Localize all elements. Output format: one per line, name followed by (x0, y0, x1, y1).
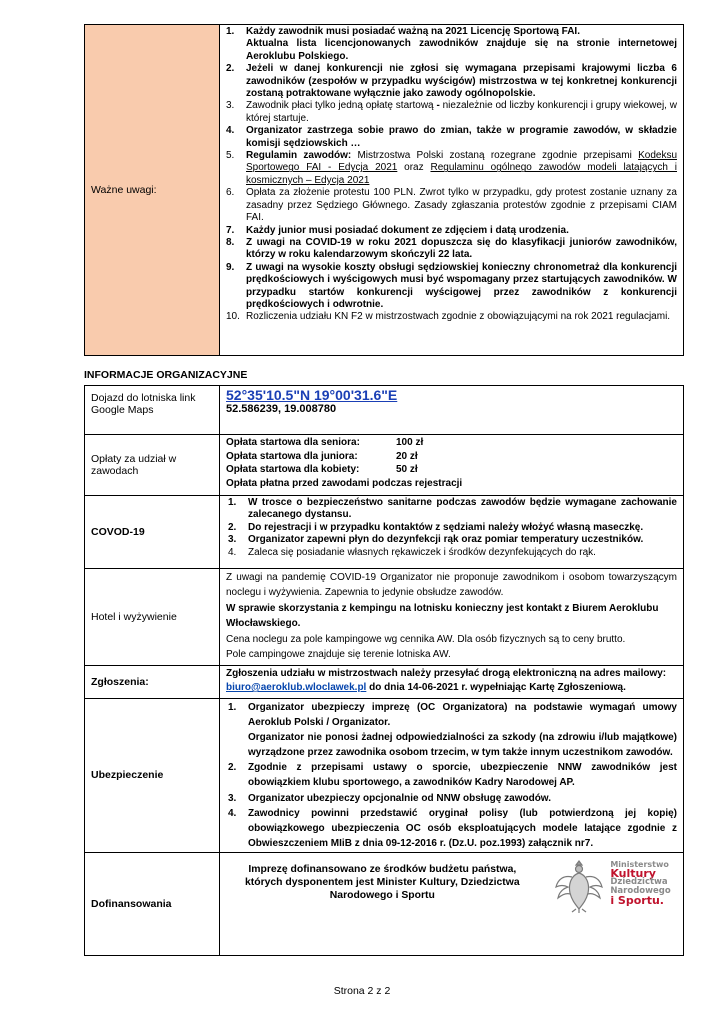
list-item-note (226, 237, 677, 262)
list-item-insurance (228, 700, 677, 730)
registration-deadline: do dnia 14-06-2021 r. wypełniając Kartę Zgłoszeniową. (366, 682, 626, 693)
note-text-segment: Opłata za złożenie protestu 100 PLN. Zwrot tylko w przypadku, gdy protest zostanie uznany za zasadny przez Sędziego Głównego. Zasady zgłaszania protestów zgodnie z przepisami CIAM FAI. (246, 187, 677, 224)
list-item-note (226, 125, 677, 150)
google-maps-link[interactable]: 52°35'10.5"N 19°00'31.6"E (226, 387, 398, 403)
registration-label-text: Zgłoszenia: (91, 676, 149, 688)
note-text-segment: Organizator zastrzega sobie prawo do zmian, także w programie zawodów, w składzie komisji sędziowskich … (246, 125, 677, 149)
note-text-segment: Z uwagi na COVID-19 w roku 2021 dopuszcza się do klasyfikacji juniorów zawodników, którzy w roku kalendarzowym skończyli 22 lata. (246, 236, 677, 261)
list-item-text: Zgodnie z przepisami ustawy o sporcie, ubezpieczenie NNW zawodników jest obowiązkiem klubu sportowego, a zawodników Kadry Narodowej AP. (248, 762, 677, 789)
list-item-text (246, 150, 677, 187)
list-item-text (246, 311, 677, 323)
list-item-number: 2. (226, 63, 235, 75)
fee-line (226, 436, 677, 450)
logo-line-5: i Sportu. (610, 894, 664, 908)
list-item-text: Organizator zapewni płyn do dezynfekcji rąk oraz pomiar temperatury uczestników. (248, 534, 644, 546)
list-item-number: 3. (226, 100, 235, 112)
list-item-text (246, 225, 677, 237)
list-item-number: 4. (228, 807, 237, 819)
organizational-info-table (84, 385, 684, 956)
row-funding (85, 852, 684, 955)
note-text-segment: Mistrzostwa Polski zostaną rozegrane zgodnie przepisami (351, 150, 639, 162)
email-link[interactable]: biuro@aeroklub.wloclawek.pl (226, 682, 367, 693)
funding-label (85, 852, 220, 955)
list-item-insurance (228, 791, 677, 806)
fee-value: 100 zł (396, 437, 424, 448)
list-item-text: Zaleca się posiadanie własnych rękawiczek i środków dezynfekujących do rąk. (248, 546, 596, 558)
list-item-text (246, 26, 677, 63)
eagle-emblem-icon (554, 853, 604, 913)
note-text-segment: Aktualna lista licencjonowanych zawodników znajduje się na stronie internetowej Aeroklubu Polskiego. (246, 38, 677, 62)
page-footer: Strona 2 z 2 (333, 985, 391, 997)
insurance-content (220, 699, 684, 853)
hotel-label-text: Hotel i wyżywienie (91, 611, 177, 623)
hotel-paragraph-2: W sprawie skorzystania z kempingu na lotnisku konieczny jest kontakt z Biurem Aeroklubu Włocławskiego. (226, 602, 659, 630)
registration-line-1: Zgłoszenia udziału w mistrzostwach należy przesyłać drogą elektroniczną na adres mailowy: (226, 668, 667, 679)
registration-line-2 (226, 681, 677, 695)
row-covid (85, 496, 684, 569)
section-heading: INFORMACJE ORGANIZACYJNE (84, 369, 248, 381)
funding-content (220, 852, 684, 955)
list-item-text (246, 63, 677, 100)
insurance-label-text: Ubezpieczenie (91, 769, 164, 782)
row-hotel (85, 569, 684, 666)
list-item-number: 5. (226, 150, 235, 162)
row-fees (85, 435, 684, 496)
list-item-number: 4. (226, 125, 235, 137)
list-item-number: 3. (228, 792, 237, 804)
list-item-insurance (228, 730, 677, 760)
important-notes-table (84, 24, 684, 356)
list-item-number: 6. (226, 187, 235, 199)
list-item-covid (228, 534, 677, 546)
list-item-text (246, 262, 677, 312)
list-item-number: 2. (228, 762, 237, 774)
list-item-covid (228, 547, 677, 559)
logo-line-1: Ministerstwo (610, 860, 669, 870)
hotel-label (85, 569, 220, 666)
list-item-note (226, 150, 677, 187)
ministry-logo-text (610, 860, 671, 908)
fee-name: Opłata startowa dla kobiety: (226, 464, 360, 475)
note-text-segment: - (436, 100, 440, 112)
list-item-note (226, 311, 677, 323)
list-item-text (246, 187, 677, 224)
list-item-number: 9. (226, 261, 235, 273)
list-item-text: Organizator ubezpieczy opcjonalnie od NNW obsługę zawodów. (248, 792, 551, 804)
hotel-paragraph-4: Pole campingowe znajduje się terenie lotniska AW. (226, 649, 451, 661)
directions-label (85, 386, 220, 435)
list-item-note (226, 187, 677, 224)
list-item-note (226, 225, 677, 237)
important-notes-content (220, 25, 684, 356)
list-item-number: 3. (228, 534, 237, 546)
note-text-segment: niezależnie od liczby konkurencji i grupy wiekowej, w której startuje. (246, 100, 677, 124)
note-text-segment[interactable]: Regulaminu ogólnego zawodów modeli latających i kosmicznych – Edycja 2021 (246, 162, 678, 186)
ministry-logo (554, 853, 670, 913)
fees-list (226, 436, 677, 477)
list-item-covid (228, 497, 677, 522)
funding-text: Imprezę dofinansowano ze środków budżetu państwa, których dysponentem jest Minister Kultury, Dziedzictwa Narodowego i Sportu (244, 864, 520, 902)
row-insurance (85, 699, 684, 853)
note-text-segment: Każdy zawodnik musi posiadać ważną na 2021 Licencję Sportową FAI. (246, 26, 580, 37)
row-directions (85, 386, 684, 435)
note-text-segment: oraz (397, 162, 431, 174)
fee-value: 50 zł (396, 464, 418, 475)
list-item-text (246, 237, 677, 262)
list-item-text (246, 125, 677, 150)
fee-line (226, 450, 677, 464)
list-item-number: 1. (228, 497, 237, 508)
covid-label (85, 496, 220, 569)
funding-label-text: Dofinansowania (91, 897, 172, 910)
note-text-segment: Każdy junior musi posiadać dokument ze zdjęciem i datą urodzenia. (246, 224, 569, 236)
insurance-label (85, 699, 220, 853)
list-item-insurance (228, 760, 677, 790)
list-item-number: 1. (228, 702, 237, 713)
note-text-segment: Rozliczenia udziału KN F2 w mistrzostwach zgodnie z obowiązującymi na rok 2021 regulacjami. (246, 311, 671, 323)
fees-label-text: Opłaty za udział w zawodach (91, 453, 177, 477)
list-item-note (226, 63, 677, 100)
hotel-content (220, 569, 684, 666)
directions-label-text: Dojazd do lotniska link Google Maps (91, 392, 196, 416)
decimal-coordinates: 52.586239, 19.008780 (226, 403, 337, 416)
covid-content (220, 496, 684, 569)
logo-line-4: Narodowego (610, 886, 671, 897)
list-item-covid (228, 522, 677, 534)
list-item-text: Zawodnicy powinni przedstawić oryginał polisy (lub potwierdzoną jej kopię) obowiązkowego ubezpieczenia OC osób eksploatujących modele latające zgodnie z Obwieszczeniem MIiB z dnia 09-12-2016 r. (Dz.U. poz.1993) załącznik nr7. (248, 807, 677, 849)
row-registration (85, 666, 684, 699)
registration-label (85, 666, 220, 699)
fees-label (85, 435, 220, 496)
fee-value: 20 zł (396, 450, 418, 462)
note-text-segment[interactable]: Kodeksu Sportowego FAI - Edycja 2021 (246, 150, 678, 174)
covid-list (228, 497, 677, 559)
logo-line-2: Kultury (610, 867, 656, 881)
list-item-number: 10. (226, 311, 240, 323)
list-item-number (228, 730, 248, 760)
fee-name: Opłata startowa dla juniora: (226, 450, 358, 462)
list-item-note (226, 262, 677, 312)
registration-content (220, 666, 684, 699)
note-text-segment: Zawodnik płaci tylko jedną opłatę startową (246, 100, 437, 112)
list-item-text: Organizator ubezpieczy imprezę (OC Organizatora) na podstawie wymagań umowy Aeroklub Polski / Organizator. (248, 702, 677, 729)
fee-line (226, 463, 677, 477)
fees-note: Opłata płatna przed zawodami podczas rejestracji (226, 477, 463, 489)
logo-line-3: Dziedzictwa (610, 877, 668, 888)
fee-name: Opłata startowa dla seniora: (226, 437, 360, 448)
fees-content (220, 435, 684, 496)
list-item-note (226, 26, 677, 63)
important-notes-label-text: Ważne uwagi: (91, 184, 157, 196)
note-text-segment: Regulamin zawodów: (246, 150, 352, 162)
list-item-number: 2. (228, 521, 237, 533)
insurance-list (228, 700, 677, 851)
important-notes-list (226, 26, 677, 324)
list-item-number: 7. (226, 224, 235, 236)
list-item-text: W trosce o bezpieczeństwo sanitarne podczas zawodów będzie wymagane zachowanie zalecanego dystansu. (248, 497, 677, 521)
list-item-number: 1. (226, 26, 235, 37)
important-notes-label (85, 25, 220, 356)
list-item-number: 8. (226, 236, 235, 248)
list-item-number: 4. (228, 546, 237, 558)
directions-content (220, 386, 684, 435)
list-item-insurance (228, 806, 677, 851)
list-item-note (226, 100, 677, 125)
hotel-paragraph-1: Z uwagi na pandemię COVID-19 Organizator nie proponuje zawodnikom i osobom towarzyszącym noclegu i wyżywienia. Zapewnia to jedynie obsłudze zawodów. (226, 572, 677, 599)
list-item-text: Organizator nie ponosi żadnej odpowiedzialności za szkody (na zdrowiu i/lub majątkowe) wyrządzone przez zawodnika osobom trzecim, w tym także innym uczestnikom zawodów. (248, 732, 677, 759)
note-text-segment: Jeżeli w danej konkurencji nie zgłosi się wymagana przepisami krajowymi liczba 6 zawodników (zespołów w przypadku wyścigów) mistrzostwa w tej konkretnej konkurencji zostaną potraktowane wyłącznie jako zawody ogólnopolskie. (246, 63, 677, 100)
covid-label-text: COVOD-19 (91, 526, 145, 538)
list-item-text: Do rejestracji i w przypadku kontaktów z sędziami należy włożyć własną maseczkę. (248, 521, 644, 533)
hotel-paragraph-3: Cena noclegu za pole kampingowe wg cennika AW. Dla osób fizycznych są to ceny brutto. (226, 633, 626, 645)
note-text-segment: Z uwagi na wysokie koszty obsługi sędziowskiej konieczny chronometraż dla konkurencji prędkościowych i wyścigowych musi być wspomagany przez startujących zawodników. W przypadku startów konkurencji wyścigowej przez zawodników z konkurencji prędkościowych i odwrotnie. (246, 261, 677, 310)
list-item-text (246, 100, 677, 125)
